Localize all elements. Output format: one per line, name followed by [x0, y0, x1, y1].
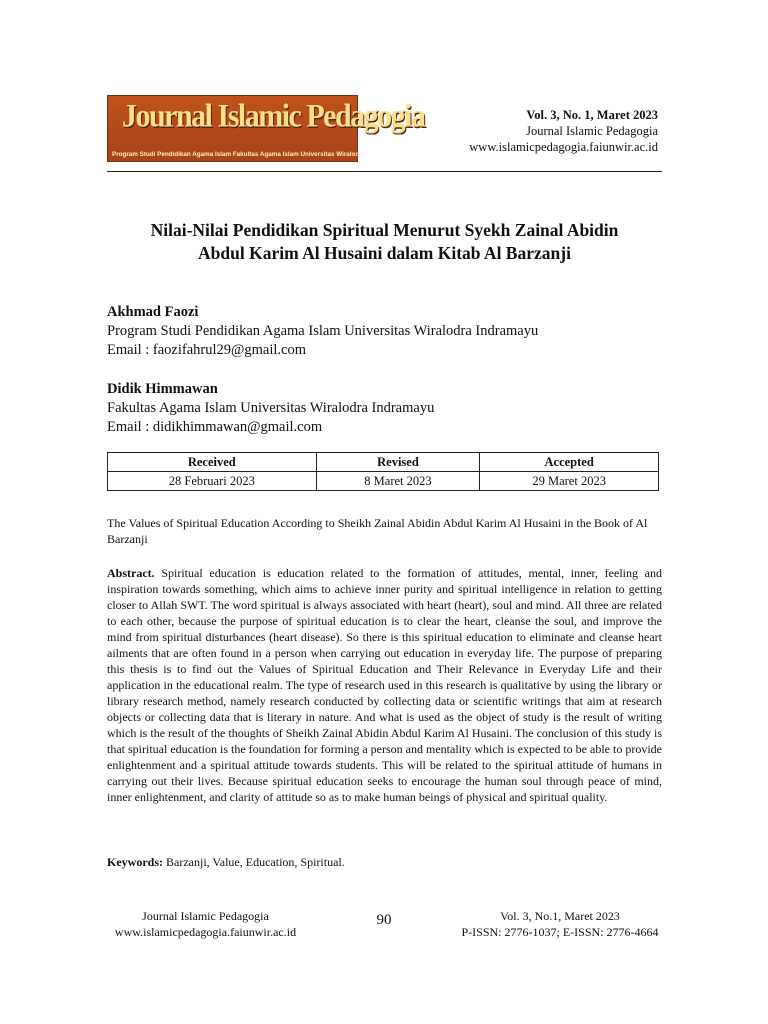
journal-url: www.islamicpedagogia.faiunwir.ac.id [469, 140, 658, 154]
revised-date: 8 Maret 2023 [316, 472, 480, 491]
accepted-date: 29 Maret 2023 [480, 472, 659, 491]
page-number: 90 [376, 912, 392, 928]
keywords [107, 855, 345, 870]
author-name: Didik Himmawan [107, 381, 218, 397]
submission-dates-table [107, 452, 659, 491]
author-block-2 [107, 380, 434, 437]
header-accepted: Accepted [480, 453, 659, 472]
author-name: Akhmad Faozi [107, 304, 199, 320]
received-date: 28 Februari 2023 [108, 472, 317, 491]
author-affiliation: Program Studi Pendidikan Agama Islam Universitas Wiralodra Indramayu [107, 323, 539, 339]
table-row [108, 472, 659, 491]
journal-info [469, 107, 658, 155]
logo-subtitle: Program Studi Pendidikan Agama Islam Fakultas Agama Islam Universitas Wiralodra [112, 151, 366, 158]
keywords-label: Keywords: [107, 855, 163, 869]
paper-title [107, 219, 662, 265]
header-divider [107, 171, 662, 172]
footer-issn: P-ISSN: 2776-1037; E-ISSN: 2776-4664 [461, 925, 659, 939]
journal-logo [107, 95, 425, 162]
author-block-1 [107, 303, 538, 360]
abstract-label: Abstract. [107, 566, 155, 580]
journal-name: Journal Islamic Pedagogia [526, 124, 658, 138]
author-email: Email : faozifahrul29@gmail.com [107, 342, 306, 358]
volume-info: Vol. 3, No. 1, Maret 2023 [526, 108, 658, 122]
abstract [107, 565, 662, 805]
footer-journal-name: Journal Islamic Pedagogia [142, 909, 269, 923]
footer-left [103, 908, 308, 940]
footer-journal-url: www.islamicpedagogia.faiunwir.ac.id [114, 925, 297, 939]
english-title: The Values of Spiritual Education According to Sheikh Zainal Abidin Abdul Karim Al Husaini in the Book of Al Barzanji [107, 516, 648, 546]
header-received: Received [108, 453, 317, 472]
footer-right [455, 908, 665, 940]
title-line-2: Abdul Karim Al Husaini dalam Kitab Al Barzanji [198, 243, 571, 263]
title-line-1: Nilai-Nilai Pendidikan Spiritual Menurut Syekh Zainal Abidin [150, 220, 619, 240]
logo-title: Journal Islamic Pedagogia [122, 98, 425, 135]
table-header-row [108, 453, 659, 472]
keywords-text: Barzanji, Value, Education, Spiritual. [166, 855, 345, 869]
author-affiliation: Fakultas Agama Islam Universitas Wiralodra Indramayu [107, 400, 435, 416]
author-email: Email : didikhimmawan@gmail.com [107, 419, 323, 435]
footer-volume: Vol. 3, No.1, Maret 2023 [500, 909, 620, 923]
abstract-text: Spiritual education is education related to the formation of attitudes, mental, inner, feeling and inspiration towards something, which aims to achieve inner purity and spiritual intelligence in relation to getting closer to Allah SWT. The word spiritual is always associated with heart (heart), soul and mind. All three are related to each other, because the purpose of spiritual education is to clear the heart, cleanse the soul, and improve the mind from spiritual disturbances (heart disease). So there is this spiritual education to eliminate and cleanse heart ailments that are often found in a person when carrying out education in everyday life. The purpose of preparing this thesis is to find out the Values of Spiritual Education and Their Relevance in Everyday Life and their application in the educational realm. The type of research used in this research is qualitative by using the library or library research method, namely research conducted by collecting data or scientific writings that aim at research objects or collecting data that is literary in nature. And what is used as the object of study is the result of writing which is the result of the thoughts of Sheikh Zainal Abidin Abdul Karim Al Husaini. The conclusion of this study is that spiritual education is the foundation for forming a person and mentality which is expected to be able to provide enlightenment and a spiritual attitude towards students. This will be related to the spiritual attitude of humans in carrying out their lives. Because spiritual education seeks to encourage the human soul through peace of mind, inner enlightenment, and clarity of attitude so as to make human beings of physical and spiritual quality. [107, 566, 662, 804]
header-revised: Revised [316, 453, 480, 472]
